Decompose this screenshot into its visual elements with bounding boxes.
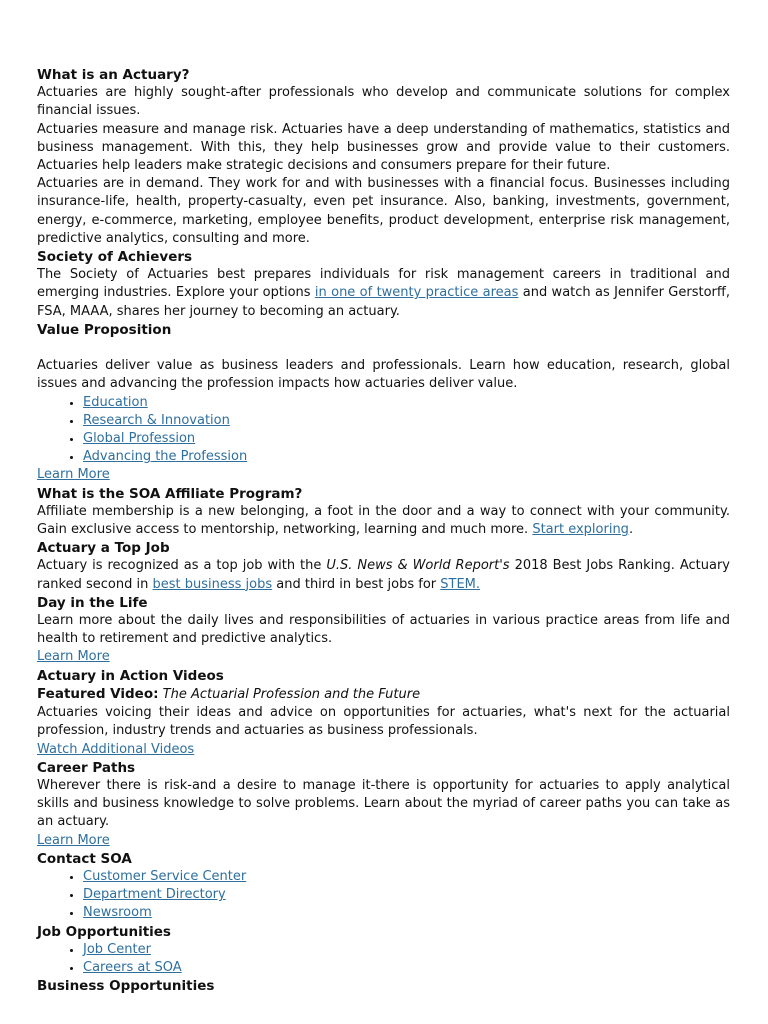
education-link[interactable]: Education bbox=[83, 394, 148, 410]
global-profession-link[interactable]: Global Profession bbox=[83, 431, 196, 447]
affiliate-text: Affiliate membership is a new belonging, a foot in the door and a way to connect with your community. Gain exclusive access to mentorship, networking, learning and much more. bbox=[37, 503, 730, 538]
department-directory-link[interactable]: Department Directory bbox=[83, 887, 226, 903]
section-heading-top-job: Actuary a Top Job bbox=[37, 540, 170, 557]
topjob-text-2: 2018 Best Jobs Ranking. Actuary ranked second in bbox=[37, 558, 731, 592]
videos-paragraph: Actuaries voicing their ideas and advice on opportunities for actuaries, what's next for the actuarial profession, industry trends and actuaries as business professionals. bbox=[37, 705, 730, 739]
topjob-paragraph bbox=[37, 557, 730, 593]
featured-video-label: Featured Video: bbox=[37, 685, 159, 702]
research-innovation-link[interactable]: Research & Innovation bbox=[83, 412, 230, 428]
value-list bbox=[37, 394, 730, 467]
section-heading-affiliate-program: What is the SOA Affiliate Program? bbox=[37, 485, 303, 502]
list-item bbox=[83, 886, 730, 904]
achievers-text-before: The Society of Actuaries best prepares individuals for risk management careers in traditional and emerging industries. Explore your options bbox=[37, 267, 730, 301]
section-heading-society-of-achievers: Society of Achievers bbox=[37, 249, 193, 266]
actuary-paragraph-1: Actuaries are highly sought-after professionals who develop and communicate solutions for complex financial issues. bbox=[37, 85, 730, 119]
dayinlife-learn-more-link[interactable]: Learn More bbox=[37, 649, 110, 665]
section-heading-career-paths: Career Paths bbox=[37, 759, 136, 776]
usnews-title: U.S. News & World Report's bbox=[326, 558, 510, 574]
careers-learn-more-link[interactable]: Learn More bbox=[37, 832, 110, 848]
careers-at-soa-link[interactable]: Careers at SOA bbox=[83, 959, 182, 975]
affiliate-period: . bbox=[628, 522, 634, 538]
achievers-paragraph bbox=[37, 266, 730, 321]
advancing-profession-link[interactable]: Advancing the Profession bbox=[83, 449, 248, 465]
practice-areas-link[interactable]: in one of twenty practice areas bbox=[314, 285, 519, 301]
list-item bbox=[83, 448, 730, 466]
best-business-jobs-link[interactable]: best business jobs bbox=[152, 576, 273, 592]
value-learn-more-link[interactable]: Learn More bbox=[37, 467, 110, 483]
achievers-text-after: and watch as Jennifer Gerstorff, FSA, MAAA, shares her journey to becoming an actuary. bbox=[37, 285, 730, 319]
dayinlife-paragraph: Learn more about the daily lives and responsibilities of actuaries in various practice areas from life and health to retirement and predictive analytics. bbox=[37, 613, 730, 647]
topjob-text-3: and third in best jobs for bbox=[272, 576, 441, 592]
featured-video-title: The Actuarial Profession and the Future bbox=[158, 686, 421, 702]
list-item bbox=[83, 868, 730, 886]
job-center-link[interactable]: Job Center bbox=[83, 941, 151, 957]
contact-list bbox=[37, 868, 730, 923]
section-heading-action-videos: Actuary in Action Videos bbox=[37, 667, 224, 684]
actuary-paragraph-2: Actuaries measure and manage risk. Actuaries have a deep understanding of mathematics, statistics and business management. With this, they help businesses grow and provide value to their customers. Actuaries help leaders make strategic decisions and consumers prepare for their future. bbox=[37, 121, 730, 174]
section-heading-job-opportunities: Job Opportunities bbox=[37, 923, 171, 940]
newsroom-link[interactable]: Newsroom bbox=[83, 905, 152, 921]
list-item bbox=[83, 959, 730, 977]
start-exploring-link[interactable]: Start exploring bbox=[532, 522, 629, 538]
careers-paragraph: Wherever there is risk-and a desire to manage it-there is opportunity for actuaries to apply analytical skills and business knowledge to solve problems. Learn about the myriad of career paths you can take as an actuary. bbox=[37, 777, 730, 830]
section-heading-what-is-actuary: What is an Actuary? bbox=[37, 67, 190, 83]
blank-line bbox=[37, 339, 730, 357]
list-item bbox=[83, 412, 730, 430]
watch-videos-link[interactable]: Watch Additional Videos bbox=[37, 741, 195, 757]
list-item bbox=[83, 430, 730, 448]
section-heading-contact-soa: Contact SOA bbox=[37, 850, 132, 867]
actuary-paragraph-3: Actuaries are in demand. They work for and with businesses with a financial focus. Businesses including insurance-life, health, property-casualty, even pet insurance. Also, banking, investments, government, energy, e-commerce, marketing, employee benefits, product development, enterprise risk management, predictive analytics, consulting and more. bbox=[37, 176, 730, 246]
customer-service-link[interactable]: Customer Service Center bbox=[83, 868, 247, 884]
stem-link[interactable]: STEM. bbox=[440, 576, 481, 592]
topjob-text-1: Actuary is recognized as a top job with the bbox=[37, 558, 327, 574]
document-page bbox=[37, 66, 730, 995]
list-item bbox=[83, 941, 730, 959]
list-item bbox=[83, 394, 730, 412]
list-item bbox=[83, 904, 730, 922]
featured-video-line bbox=[37, 685, 730, 704]
jobs-list bbox=[37, 941, 730, 977]
affiliate-paragraph bbox=[37, 503, 730, 539]
section-heading-business-opportunities: Business Opportunities bbox=[37, 978, 215, 995]
value-paragraph: Actuaries deliver value as business leaders and professionals. Learn how education, research, global issues and advancing the profession impacts how actuaries deliver value. bbox=[37, 358, 730, 392]
section-heading-day-in-life: Day in the Life bbox=[37, 594, 148, 611]
section-heading-value-proposition: Value Proposition bbox=[37, 321, 172, 338]
